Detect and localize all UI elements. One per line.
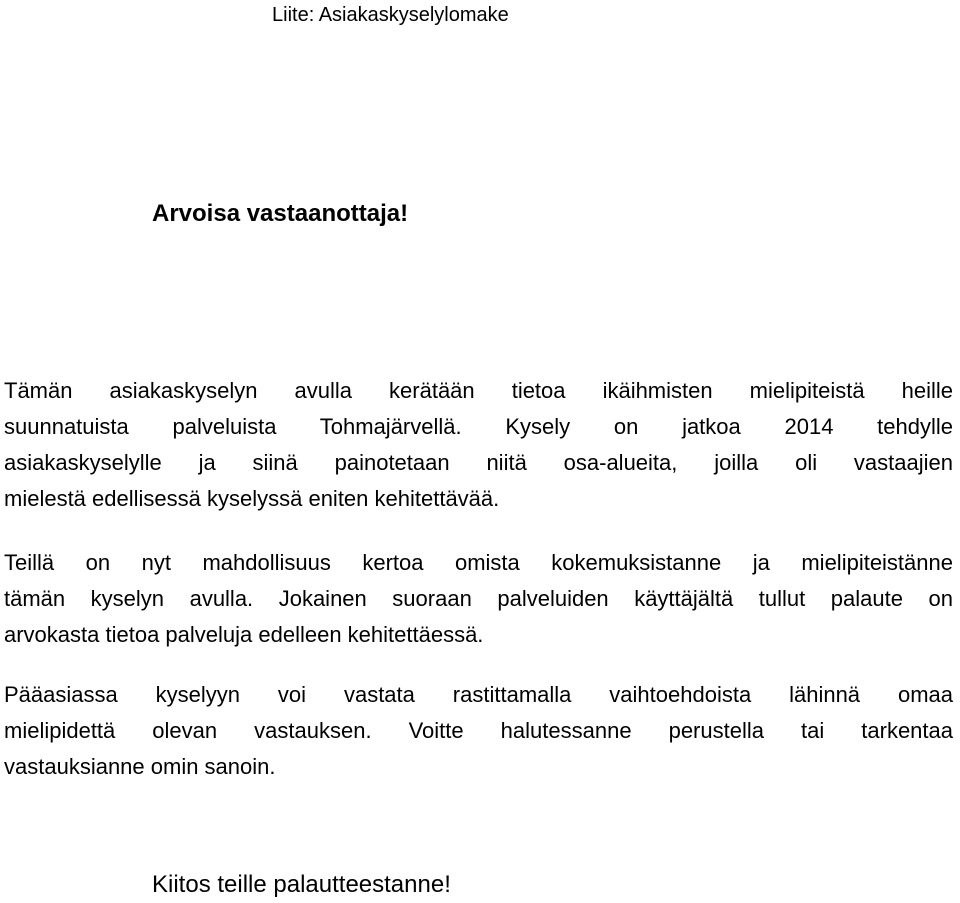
closing-thanks: Kiitos teille palautteestanne! [152,871,451,898]
salutation-heading: Arvoisa vastaanottaja! [152,200,409,227]
paragraph-line: asiakaskyselylle ja siinä painotetaan niitä osa-alueita, joilla oli vastaajien [4,450,953,475]
paragraph-line: Teillä on nyt mahdollisuus kertoa omista kokemuksistanne ja mielipiteistänne [4,550,953,575]
instructions-paragraph [4,677,953,785]
attachment-header: Liite: Asiakaskyselylomake [272,4,509,26]
paragraph-line: vastauksianne omin sanoin. [4,754,276,779]
paragraph-line: Tämän asiakaskyselyn avulla kerätään tietoa ikäihmisten mielipiteistä heille [4,378,953,403]
paragraph-line: mielestä edellisessä kyselyssä eniten kehitettävää. [4,486,500,511]
paragraph-line: Pääasiassa kyselyyn voi vastata rastittamalla vaihtoehdoista lähinnä omaa [4,682,953,707]
intro-paragraph [4,373,953,517]
opportunity-paragraph [4,545,953,653]
paragraph-line: mielipidettä olevan vastauksen. Voitte halutessanne perustella tai tarkentaa [4,718,953,743]
paragraph-line: suunnatuista palveluista Tohmajärvellä. Kysely on jatkoa 2014 tehdylle [4,414,953,439]
paragraph-line: arvokasta tietoa palveluja edelleen kehitettäessä. [4,622,484,647]
paragraph-line: tämän kyselyn avulla. Jokainen suoraan palveluiden käyttäjältä tullut palaute on [4,586,953,611]
